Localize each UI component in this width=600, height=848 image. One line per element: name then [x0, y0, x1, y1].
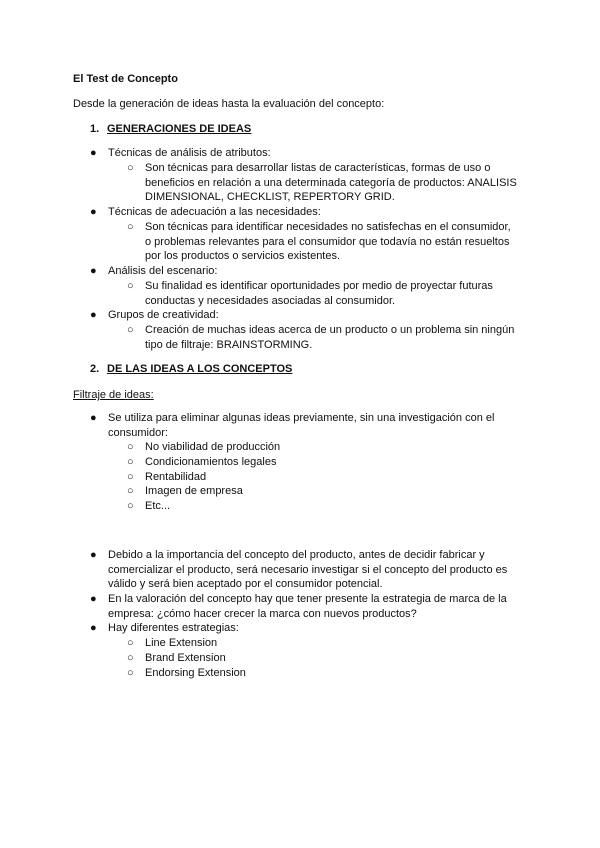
sub-list-item — [127, 440, 517, 455]
list-item-text: Técnicas de adecuación a las necesidades: — [108, 206, 321, 218]
list-item — [90, 411, 515, 440]
list-item-text: Grupos de creatividad: — [108, 309, 219, 321]
list-item-text: Debido a la importancia del concepto del producto, antes de decidir fabricar y comercializar el producto, será necesario investigar si el concepto del producto es válido y será bien aceptado por el consumidor potencial. — [108, 549, 508, 591]
list-item — [90, 205, 515, 220]
sub-list-item-text: Endorsing Extension — [145, 667, 246, 679]
bullet-icon: ● — [90, 593, 97, 605]
sub-list-item — [127, 484, 517, 499]
list-item-text: Técnicas de análisis de atributos: — [108, 147, 271, 159]
sub-list-item-text: Creación de muchas ideas acerca de un producto o un problema sin ningún tipo de filtraje: BRAINSTORMING. — [145, 324, 515, 351]
sub-bullet-icon: ○ — [127, 471, 134, 483]
intro-text: Desde la generación de ideas hasta la evaluación del concepto: — [73, 98, 385, 110]
sub-bullet-icon: ○ — [127, 324, 134, 336]
sub-bullet-icon: ○ — [127, 500, 134, 512]
sub-list-item — [127, 651, 517, 666]
sub-list-item-text: Son técnicas para identificar necesidades no satisfechas en el consumidor, o problemas relevantes para el consumidor que todavía no están resueltos por los productos o servicios existentes. — [145, 221, 511, 263]
bullet-icon: ● — [90, 147, 97, 159]
sub-bullet-icon: ○ — [127, 667, 134, 679]
list-item — [90, 621, 515, 636]
list-item — [90, 548, 515, 592]
section-heading-2 — [90, 362, 292, 377]
sub-list-item-text: Rentabilidad — [145, 471, 207, 483]
sub-list-item — [127, 636, 517, 651]
sub-bullet-icon: ○ — [127, 441, 134, 453]
bullet-icon: ● — [90, 206, 97, 218]
bullet-icon: ● — [90, 309, 97, 321]
list-item-text: Análisis del escenario: — [108, 265, 218, 277]
sub-list-item-text: Line Extension — [145, 637, 218, 649]
filtering-subheading: Filtraje de ideas: — [73, 389, 154, 401]
bullet-icon: ● — [90, 412, 97, 424]
section-heading-text: GENERACIONES DE IDEAS — [107, 123, 252, 135]
bullet-icon: ● — [90, 549, 97, 561]
section-heading-1 — [90, 122, 251, 137]
sub-bullet-icon: ○ — [127, 221, 134, 233]
bullet-icon: ● — [90, 622, 97, 634]
section-number: 2. — [90, 363, 100, 375]
list-item-text: Hay diferentes estrategias: — [108, 622, 239, 634]
sub-list-item-text: Etc... — [145, 500, 171, 512]
list-item — [90, 308, 515, 323]
sub-bullet-icon: ○ — [127, 485, 134, 497]
sub-list-item — [127, 279, 517, 308]
sub-list-item — [127, 455, 517, 470]
sub-list-item-text: Condicionamientos legales — [145, 456, 277, 468]
list-item — [90, 592, 515, 621]
sub-bullet-icon: ○ — [127, 652, 134, 664]
sub-list-item — [127, 220, 517, 264]
sub-list-item-text: Imagen de empresa — [145, 485, 243, 497]
sub-list-item-text: Su finalidad es identificar oportunidades por medio de proyectar futuras conductas y necesidades asociadas al consumidor. — [145, 280, 493, 307]
document-title: El Test de Concepto — [73, 73, 178, 85]
sub-list-item — [127, 323, 517, 352]
sub-bullet-icon: ○ — [127, 637, 134, 649]
sub-list-item-text: Brand Extension — [145, 652, 226, 664]
sub-bullet-icon: ○ — [127, 280, 134, 292]
list-item-text: En la valoración del concepto hay que tener presente la estrategia de marca de la empresa: ¿cómo hacer crecer la marca con nuevos productos? — [108, 593, 507, 620]
list-item — [90, 146, 515, 161]
bullet-icon: ● — [90, 265, 97, 277]
sub-list-item-text: Son técnicas para desarrollar listas de características, formas de uso o beneficios en relación a una determinada categoría de productos: ANALISIS DIMENSIONAL, CHECKLIST, REPERTORY GRID. — [145, 162, 517, 204]
sub-bullet-icon: ○ — [127, 456, 134, 468]
sub-bullet-icon: ○ — [127, 162, 134, 174]
sub-list-item-text: No viabilidad de producción — [145, 441, 281, 453]
section-number: 1. — [90, 123, 100, 135]
section-heading-text: DE LAS IDEAS A LOS CONCEPTOS — [107, 363, 293, 375]
sub-list-item — [127, 470, 517, 485]
list-item — [90, 264, 515, 279]
list-item-text: Se utiliza para eliminar algunas ideas previamente, sin una investigación con el consumidor: — [108, 412, 495, 439]
sub-list-item — [127, 499, 517, 514]
sub-list-item — [127, 161, 517, 205]
sub-list-item — [127, 666, 517, 681]
